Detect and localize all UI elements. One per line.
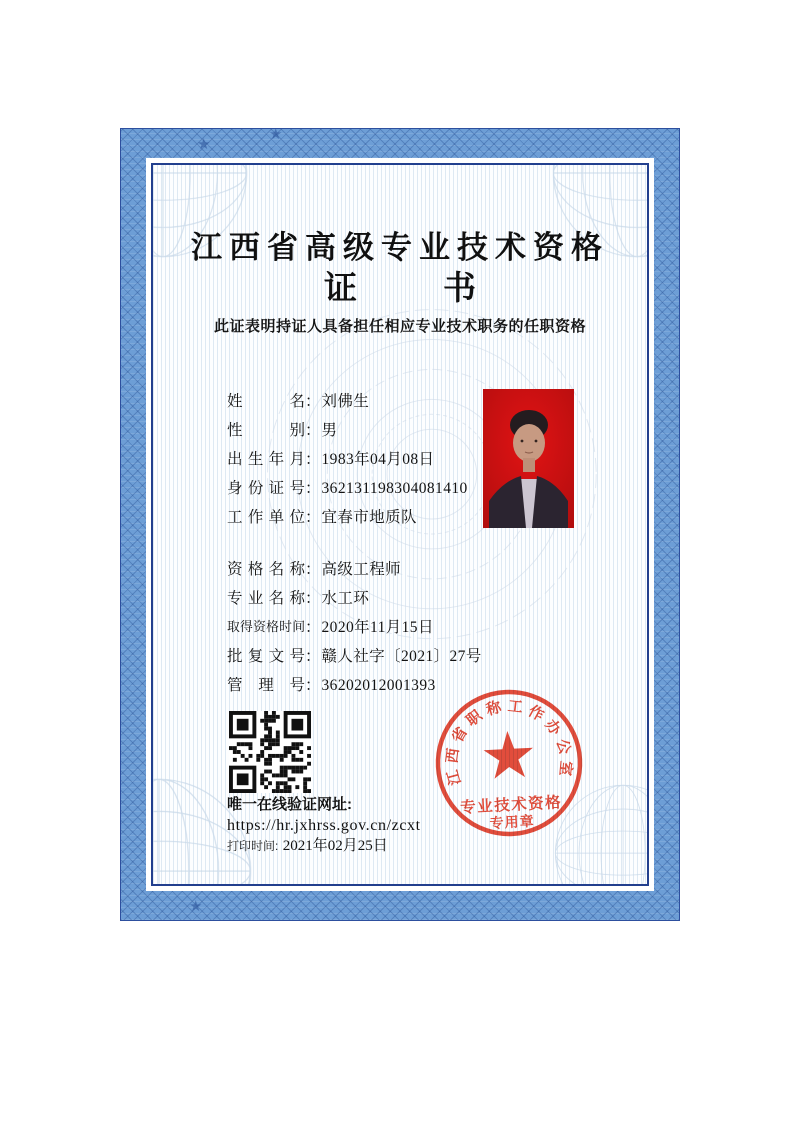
field-colon: ： [305, 590, 321, 607]
field-value: 1983年04月08日 [321, 451, 435, 468]
field-colon: ： [305, 561, 321, 578]
field-row-qualification-name [227, 555, 482, 584]
border-star-icon: ★ [189, 898, 203, 915]
field-label: 工作单位 [227, 509, 305, 526]
personal-info-fields [227, 387, 468, 532]
verification-block [227, 795, 421, 856]
border-star-icon: ★ [269, 126, 283, 143]
field-value: 2020年11月15日 [321, 619, 434, 636]
certificate-title: 江西省高级专业技术资格 [191, 230, 609, 265]
seal-ring-text: 江西省职称工作办公室 [444, 698, 574, 787]
field-label: 姓名 [227, 393, 305, 410]
field-label: 性别 [227, 422, 305, 439]
field-value: 362131198304081410 [321, 480, 468, 497]
person-face [513, 424, 545, 462]
verification-url: https://hr.jxhrss.gov.cn/zcxt [227, 817, 421, 834]
field-colon: ： [305, 509, 321, 526]
field-row-id-number [227, 474, 468, 503]
seal-line1: 专业技术资格 [459, 794, 563, 817]
field-row-qualification-date [227, 613, 482, 642]
field-row-birthdate [227, 445, 468, 474]
field-colon: ： [305, 480, 321, 497]
border-star-icon: ★ [197, 136, 211, 153]
print-time-value: 2021年02月25日 [282, 838, 388, 854]
certificate [120, 128, 680, 921]
field-label: 出生年月 [227, 451, 305, 468]
field-row-name [227, 387, 468, 416]
field-label: 身份证号 [227, 480, 305, 497]
qr-code [229, 711, 311, 793]
field-row-work-unit [227, 503, 468, 532]
field-colon: ： [305, 393, 321, 410]
field-label: 管理号 [227, 677, 305, 694]
field-value: 宜春市地质队 [321, 509, 417, 526]
official-seal [416, 670, 602, 856]
field-colon: ： [305, 648, 321, 665]
field-value: 赣人社字〔2021〕27号 [321, 648, 482, 665]
field-colon: ： [305, 677, 321, 694]
field-row-gender [227, 416, 468, 445]
portrait-photo-image [483, 389, 574, 528]
print-time-label: 打印时间: [227, 839, 279, 853]
field-value: 水工环 [321, 590, 370, 607]
field-value: 刘佛生 [321, 393, 370, 410]
field-row-specialty-name [227, 584, 482, 613]
field-colon: ： [305, 422, 321, 439]
certificate-inner-panel [151, 163, 649, 886]
seal-star-icon [483, 730, 535, 780]
verification-label: 唯一在线验证网址: [227, 796, 352, 813]
title-char-zheng: 证 [324, 271, 357, 307]
print-time-row [227, 836, 421, 856]
field-value: 男 [321, 422, 338, 439]
field-value: 高级工程师 [321, 561, 402, 578]
field-colon: ： [305, 451, 321, 468]
field-colon: ： [305, 619, 321, 636]
certificate-subtitle: 此证表明持证人具备担任相应专业技术职务的任职资格 [213, 318, 586, 335]
field-label: 资格名称 [227, 561, 305, 578]
field-label: 取得资格时间 [227, 620, 305, 634]
certificate-title-second-line [153, 269, 647, 309]
field-label: 批复文号 [227, 648, 305, 665]
title-char-shu: 书 [443, 271, 476, 307]
field-value: 36202012001393 [321, 677, 436, 694]
field-label: 专业名称 [227, 590, 305, 607]
portrait-photo [483, 389, 574, 528]
field-row-approval-document [227, 642, 482, 671]
seal-line2: 专用章 [489, 814, 536, 833]
